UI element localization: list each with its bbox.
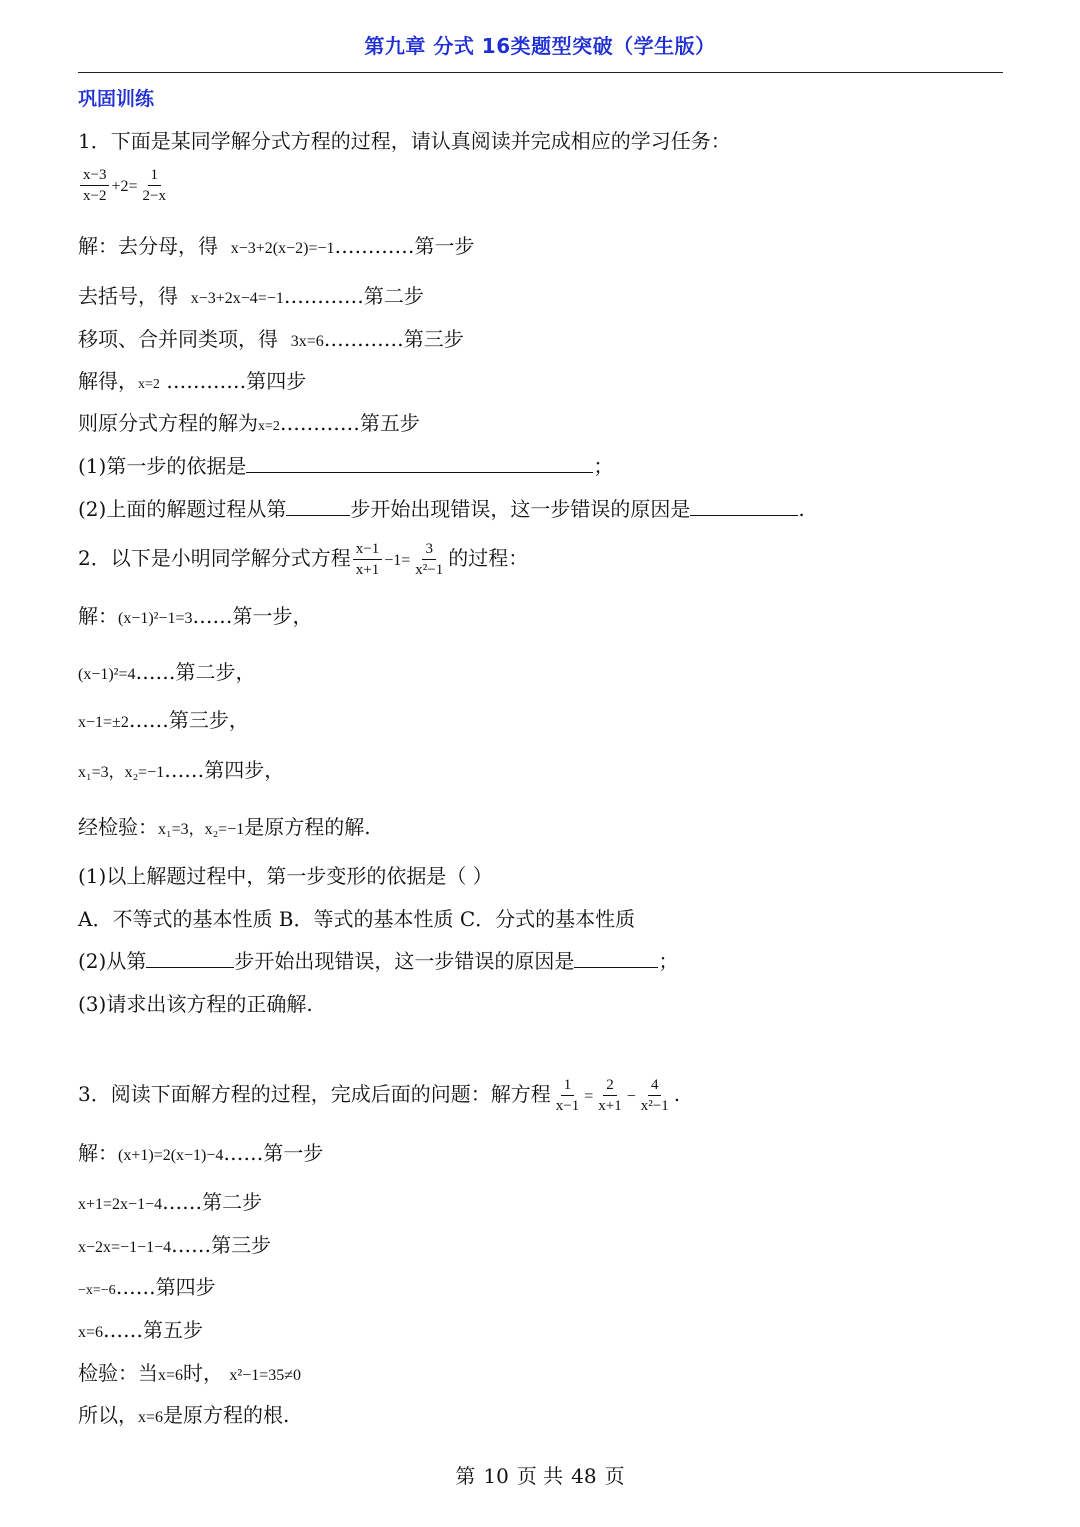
answer-blank[interactable] — [286, 495, 350, 516]
frac-numerator: 4 — [648, 1076, 662, 1096]
q3-frac-1 — [553, 1076, 582, 1115]
q1-equation — [78, 166, 171, 205]
conclusion-math: x=6 — [138, 1409, 164, 1426]
q1-step-3 — [78, 325, 464, 356]
frac-numerator: 2 — [603, 1076, 617, 1096]
step-label: 解：去分母，得 — [78, 234, 218, 258]
conclusion-label: 所以， — [78, 1403, 138, 1427]
answer-blank[interactable] — [690, 495, 798, 516]
part-end: . — [798, 497, 805, 521]
step-math: x=2 — [258, 419, 280, 434]
q2-frac-left — [353, 540, 382, 579]
step-tail: …………第二步 — [283, 284, 424, 308]
q3-intro — [78, 1076, 680, 1115]
q2-step-1 — [78, 602, 313, 633]
footer-total-pages: 48 — [571, 1464, 597, 1488]
part-text: (1)第一步的依据是 — [78, 454, 247, 478]
step-math: x−3+2x−4=−1 — [190, 290, 284, 307]
check-mid: 时， — [183, 1361, 224, 1385]
q3-step-3 — [78, 1231, 271, 1262]
section-title: 巩固训练 — [78, 88, 155, 110]
conclusion-tail: 是原方程的根. — [163, 1403, 290, 1427]
frac-denominator: 2−x — [142, 188, 166, 204]
q2-step-3 — [78, 706, 249, 737]
frac-denominator: x²−1 — [415, 562, 444, 578]
frac-numerator: x−3 — [80, 166, 109, 186]
step-label: 解得， — [78, 369, 138, 393]
answer-blank[interactable] — [146, 947, 234, 968]
step-math: (x+1)=2(x−1)−4 — [118, 1147, 224, 1164]
step-math: (x−1)²=4 — [78, 666, 136, 683]
q2-part-1: (1)以上解题过程中，第一步变形的依据是（ ） — [78, 864, 493, 888]
step-math: x₁=3，x₂=−1 — [78, 764, 165, 781]
q2-frac-right — [412, 540, 446, 579]
step-tail: ……第一步， — [192, 604, 313, 628]
q1-step-4 — [78, 367, 306, 399]
step-tail: ……第四步 — [115, 1275, 216, 1299]
step-math: 3x=6 — [290, 333, 324, 350]
q3-step-1 — [78, 1139, 323, 1170]
step-label: 移项、合并同类项，得 — [78, 327, 278, 351]
step-tail: ……第二步， — [135, 660, 256, 684]
step-label: 解： — [78, 604, 118, 628]
q1-frac-left — [80, 166, 109, 205]
q3-intro-text: 3．阅读下面解方程的过程，完成后面的问题：解方程 — [78, 1082, 551, 1106]
step-label: 解： — [78, 1141, 118, 1165]
q3-intro-end: . — [673, 1082, 681, 1106]
step-label: 去括号，得 — [78, 284, 178, 308]
check-cond: x=6 — [158, 1367, 184, 1384]
q2-part-3: (3)请求出该方程的正确解. — [78, 992, 313, 1016]
q1-part-2 — [78, 495, 805, 523]
check-math: x²−1=35≠0 — [229, 1367, 302, 1384]
q2-check — [78, 813, 371, 844]
step-math: x+1=2x−1−4 — [78, 1196, 163, 1213]
check-math: x₁=3，x₂=−1 — [158, 821, 245, 838]
step-math: x−3+2(x−2)=−1 — [230, 240, 335, 257]
part-mid: 步开始出现错误，这一步错误的原因是 — [234, 949, 575, 973]
q1-intro: 1．下面是某同学解分式方程的过程，请认真阅读并完成相应的学习任务： — [78, 129, 731, 153]
page-header-title: 第九章 分式 16类题型突破（学生版） — [364, 34, 716, 58]
q2-step-4 — [78, 756, 284, 787]
q3-conclusion — [78, 1401, 289, 1432]
part-mid: 步开始出现错误，这一步错误的原因是 — [350, 497, 691, 521]
q1-step-2 — [78, 282, 424, 313]
frac-denominator: x−1 — [555, 1098, 580, 1114]
q2-step-2 — [78, 658, 256, 689]
answer-blank[interactable] — [246, 452, 593, 473]
check-label: 经检验： — [78, 815, 158, 839]
q2-intro-tail: 的过程： — [448, 546, 529, 570]
header-divider — [78, 72, 1003, 73]
q2-part-2 — [78, 947, 678, 975]
q3-eq-sign: = — [584, 1088, 594, 1105]
q3-step-5 — [78, 1316, 203, 1347]
page-footer — [0, 1460, 1080, 1489]
step-tail: …………第三步 — [323, 327, 464, 351]
q3-step-4 — [78, 1273, 216, 1305]
part-end: ； — [658, 949, 679, 973]
q2-options: A．不等式的基本性质 B．等式的基本性质 C．分式的基本性质 — [78, 907, 636, 931]
q3-frac-3 — [638, 1076, 672, 1115]
step-math: x=2 — [138, 377, 160, 392]
footer-page-label: 第 — [455, 1464, 476, 1488]
frac-denominator: x−2 — [83, 188, 107, 204]
footer-page-number: 10 — [483, 1464, 509, 1488]
q3-minus-sign: − — [626, 1088, 636, 1105]
step-math: x−1=±2 — [78, 714, 129, 731]
step-tail: ……第三步， — [128, 708, 249, 732]
frac-numerator: 1 — [561, 1076, 575, 1096]
footer-page-mid: 页 共 — [516, 1464, 564, 1488]
step-math: x−2x=−1−1−4 — [78, 1239, 172, 1256]
step-tail: ……第五步 — [103, 1318, 204, 1342]
part-end: ； — [593, 454, 614, 478]
step-tail: ……第四步， — [164, 758, 285, 782]
frac-numerator: x−1 — [353, 540, 382, 560]
step-math: x=6 — [78, 1324, 104, 1341]
step-label: 则原分式方程的解为 — [78, 411, 258, 435]
step-math: −x=−6 — [78, 1283, 116, 1298]
check-tail: 是原方程的解. — [244, 815, 371, 839]
q3-step-2 — [78, 1188, 262, 1219]
step-tail: ……第二步 — [162, 1190, 263, 1214]
frac-denominator: x²−1 — [640, 1098, 669, 1114]
step-tail: ……第三步 — [171, 1233, 272, 1257]
frac-numerator: 3 — [422, 540, 436, 560]
q1-step-5 — [78, 409, 420, 441]
q1-step-1 — [78, 232, 475, 263]
q2-intro — [78, 540, 528, 579]
step-tail: …………第五步 — [279, 411, 420, 435]
part-text: (2)上面的解题过程从第 — [78, 497, 287, 521]
step-tail: …………第一步 — [334, 234, 475, 258]
q3-check — [78, 1359, 301, 1390]
step-math: (x−1)²−1=3 — [118, 610, 193, 627]
frac-numerator: 1 — [148, 166, 162, 186]
q2-eq-mid: −1= — [384, 552, 411, 569]
q2-intro-text: 2．以下是小明同学解分式方程 — [78, 546, 351, 570]
frac-denominator: x+1 — [598, 1098, 622, 1114]
step-tail: …………第四步 — [166, 369, 307, 393]
q1-frac-right — [140, 166, 169, 205]
part-text: (2)从第 — [78, 949, 147, 973]
q1-eq-mid: +2= — [111, 178, 138, 195]
q3-frac-2 — [595, 1076, 624, 1115]
check-label: 检验：当 — [78, 1361, 158, 1385]
frac-denominator: x+1 — [355, 562, 380, 578]
step-tail: ……第一步 — [223, 1141, 324, 1165]
q1-part-1 — [78, 452, 613, 480]
answer-blank[interactable] — [574, 947, 658, 968]
footer-page-end: 页 — [604, 1464, 625, 1488]
